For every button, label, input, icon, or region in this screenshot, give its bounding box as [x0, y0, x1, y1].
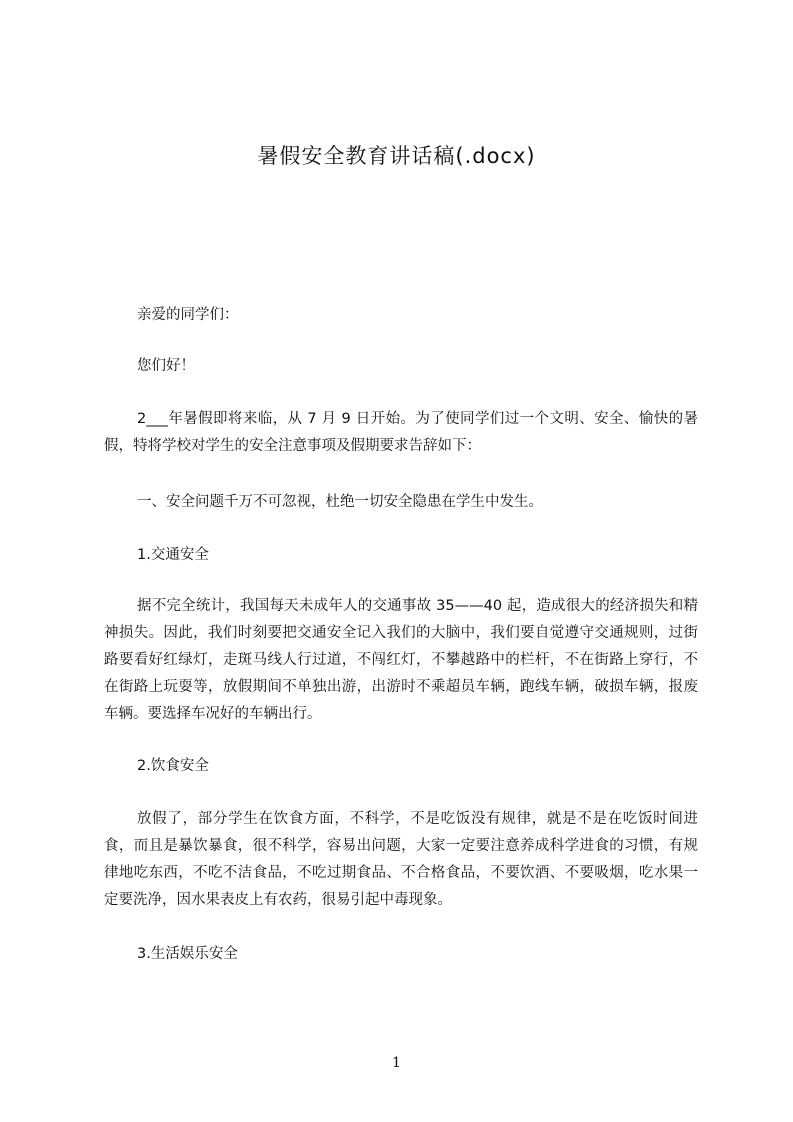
subsection-heading-food: 2.饮食安全	[137, 757, 209, 774]
traffic-paragraph: 据不完全统计，我国每天未成年人的交通事故 35——40 起，造成很大的经济损失和精神损失。因此，我们时刻要把交通安全记入我们的大脑中，我们要自觉遵守交通规则，过街路要看好红绿灯，走斑马线人行过道，不闯红灯，不攀越路中的栏杆，不在街路上穿行，不在街路上玩耍等，放假期间不单独出游，出游时不乘超员车辆，跑线车辆，破损车辆，报废车辆。要选择车况好的车辆出行。	[104, 597, 698, 722]
subsection-heading-life: 3.生活娱乐安全	[137, 945, 238, 962]
subsection-heading-traffic: 1.交通安全	[137, 546, 209, 563]
food-paragraph: 放假了，部分学生在饮食方面，不科学，不是吃饭没有规律，就是不是在吃饭时间进食，而且是暴饮暴食，很不科学，容易出问题，大家一定要注意养成科学进食的习惯，有规律地吃东西，不吃不洁食品，不吃过期食品、不合格食品，不要饮酒、不要吸烟，吃水果一定要洗净，因水果表皮上有农药，很易引起中毒现象。	[104, 810, 698, 908]
document-title: 暑假安全教育讲话稿(.docx)	[257, 144, 536, 168]
page-number: 1	[392, 1055, 401, 1071]
salutation: 亲爱的同学们：	[137, 306, 239, 323]
section-heading-1: 一、安全问题千万不可忽视，杜绝一切安全隐患在学生中发生。	[137, 493, 543, 510]
greeting: 您们好！	[137, 357, 195, 374]
intro-paragraph: 2___年暑假即将来临，从 7 月 9 日开始。为了使同学们过一个文明、安全、愉快的暑假，特将学校对学生的安全注意事项及假期要求告辞如下：	[104, 410, 698, 454]
